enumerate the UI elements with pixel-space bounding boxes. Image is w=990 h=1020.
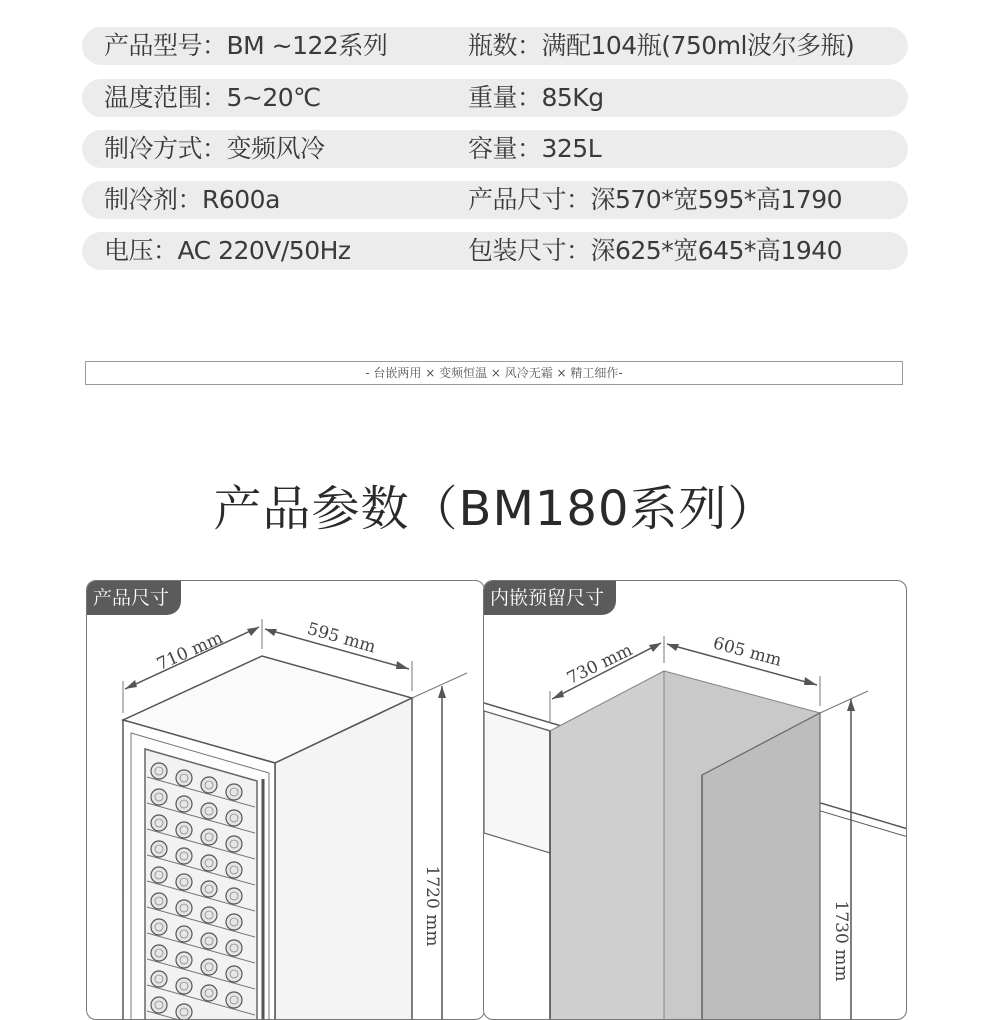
bottle-end [176, 1004, 192, 1020]
bottle-end [151, 867, 167, 883]
spec-row [82, 232, 908, 270]
bottle-end [176, 796, 192, 812]
product-dimensions-panel [86, 580, 485, 1020]
feature-tagline: - 台嵌两用 × 变频恒温 × 风冷无霜 × 精工细作- [85, 361, 903, 385]
bottle-end [176, 952, 192, 968]
bottle-end [201, 803, 217, 819]
spec-row [82, 181, 908, 219]
spec-label: 制冷剂：R600a [104, 185, 280, 214]
panel-tab-product-size: 产品尺寸 [87, 581, 181, 615]
fridge-dimension-drawing [87, 581, 485, 1020]
builtin-dimensions-panel [483, 580, 907, 1020]
bottle-end [226, 992, 242, 1008]
panel-tab-builtin-size: 内嵌预留尺寸 [484, 581, 616, 615]
spec-label: 产品型号：BM ~122系列 [104, 31, 388, 60]
spec-row [82, 130, 908, 168]
bottle-end [201, 933, 217, 949]
spec-row [82, 27, 908, 65]
bottle-end [151, 763, 167, 779]
bottle-end [201, 777, 217, 793]
bottle-end [226, 784, 242, 800]
spec-label: 产品尺寸：深570*宽595*高1790 [468, 185, 843, 214]
spec-label: 制冷方式：变频风冷 [104, 134, 325, 163]
depth-label: 710 mm [153, 628, 227, 675]
bottle-end [151, 997, 167, 1013]
bottle-end [226, 966, 242, 982]
width-label: 605 mm [710, 633, 784, 671]
bottle-end [176, 874, 192, 890]
bottle-end [176, 770, 192, 786]
bottle-end [201, 855, 217, 871]
height-label: 1720 mm [422, 865, 442, 947]
bottle-end [176, 978, 192, 994]
spec-label: 温度范围：5~20℃ [104, 83, 321, 112]
bottle-end [151, 971, 167, 987]
spec-label: 容量：325L [468, 134, 602, 163]
bottle-end [151, 945, 167, 961]
bottle-end [176, 926, 192, 942]
bottle-end [201, 907, 217, 923]
spec-row [82, 79, 908, 117]
cavity-left-wall [550, 671, 664, 1020]
spec-label: 包装尺寸：深625*宽645*高1940 [468, 236, 843, 265]
width-label: 595 mm [304, 618, 378, 658]
bottle-end [151, 789, 167, 805]
bottle-end [201, 829, 217, 845]
bottle-end [176, 900, 192, 916]
bottle-end [226, 810, 242, 826]
bottle-end [176, 848, 192, 864]
bottle-end [151, 841, 167, 857]
bottle-end [226, 914, 242, 930]
bottle-end [176, 822, 192, 838]
bottle-end [201, 985, 217, 1001]
bottle-end [226, 940, 242, 956]
cavity-dimension-drawing [484, 581, 907, 1020]
bottle-end [226, 888, 242, 904]
bottle-end [151, 893, 167, 909]
section-title: 产品参数（BM180系列） [213, 481, 777, 537]
bottle-end [201, 881, 217, 897]
bottle-end [201, 959, 217, 975]
height-label: 1730 mm [831, 900, 851, 982]
spec-label: 重量：85Kg [468, 83, 604, 112]
spec-label: 电压：AC 220V/50Hz [104, 236, 351, 265]
bottle-end [226, 862, 242, 878]
bottle-end [151, 919, 167, 935]
depth-label: 730 mm [563, 640, 636, 689]
adjacent-cabinet [484, 711, 550, 853]
bottle-end [151, 815, 167, 831]
spec-label: 瓶数：满配104瓶(750ml波尔多瓶) [468, 31, 855, 60]
bottle-end [226, 836, 242, 852]
